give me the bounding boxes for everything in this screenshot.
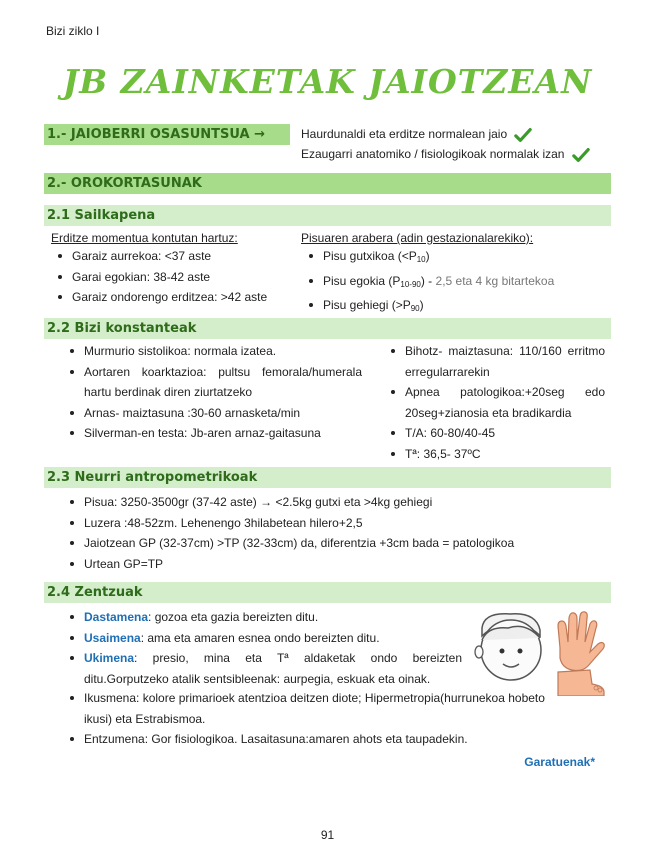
check-icon (572, 146, 590, 164)
child-face-icon (475, 614, 541, 680)
list-item: Pisu gehiegi $(>P_{90})$ (301, 295, 601, 320)
list-item: Murmurio sistolikoa: normala izatea. (62, 341, 362, 362)
list-item: Ikusmena: kolore primarioek atentzioa deitzen diote; Hipermetropia(hurrunekoa hobeto ikusi) eta Estrabismoa. (62, 688, 547, 729)
list-item: Luzera :48-52zm. Lehenengo 3hilabetean hilero+2,5 (62, 513, 607, 534)
subsection-2-3-heading: 2.3 Neurri antropometrikoak (44, 467, 611, 488)
list-item: Urtean GP=TP (62, 554, 607, 575)
classification-left-subheading: Erditze momentua kontutan hartuz: (51, 231, 238, 245)
list-item: Tª: 36,5- 37ºC (383, 444, 605, 465)
brand-mark: Garatuenak* (524, 755, 595, 769)
list-item: Pisu gutxikoa $(<P_{10})$ (301, 246, 601, 271)
foot-icon (558, 670, 604, 696)
list-item: Silverman-en testa: Jb-aren arnaz-gaitasuna (62, 423, 362, 444)
list-item: Garaiz aurrekoa: <37 aste (50, 246, 300, 267)
subsection-2-4-heading: 2.4 Zentzuak (44, 582, 611, 603)
list-item: Bihotz- maiztasuna: 110/160 erritmo erregularrarekin (383, 341, 605, 382)
senses-list-b (62, 688, 547, 750)
list-item: T/A: 60-80/40-45 (383, 423, 605, 444)
section-2-heading: 2.- OROKORTASUNAK (44, 173, 611, 194)
list-item: Pisu egokia $(P_{10-90}) - 2,5$ eta 4 kg bitartekoa (301, 271, 601, 296)
list-item: Dastamena: gozoa eta gazia bereizten ditu. (62, 607, 462, 628)
page-number: 91 (320, 828, 335, 842)
list-item: Aortaren koarktazioa: pultsu femorala/humerala hartu berdinak diren ziurtatzeko (62, 362, 362, 403)
classification-right-list (301, 246, 601, 320)
hand-icon (558, 612, 604, 671)
classification-left-list (50, 246, 300, 308)
list-item: Usaimena: ama eta amaren esnea ondo bereizten ditu. (62, 628, 462, 649)
list-item: Garai egokian: 38-42 aste (50, 267, 300, 288)
list-item: Arnas- maiztasuna :30-60 arnasketa/min (62, 403, 362, 424)
page-title: JB ZAINKETAK JAIOTZEAN (62, 62, 593, 101)
list-item: Entzumena: Gor fisiologikoa. Lasaitasuna:amaren ahots eta taupadekin. (62, 729, 547, 750)
list-item: Garaiz ondorengo erditzea: >42 aste (50, 287, 300, 308)
child-face-hand-foot-illustration (474, 608, 606, 696)
check-icon (514, 126, 532, 144)
subsection-2-1-heading: 2.1 Sailkapena (44, 205, 611, 226)
subsection-2-2-heading: 2.2 Bizi konstanteak (44, 318, 611, 339)
classification-right-subheading: Pisuaren arabera (adin gestazionalarekiko): (301, 231, 534, 245)
running-header: Bizi ziklo I (46, 24, 100, 38)
list-item: Ukimena: presio, mina eta Tª aldaketak ondo bereizten ditu.Gorputzeko atalik sentsibleenak: aurpegia, eskuak eta oinak. (62, 648, 462, 689)
list-item: Jaiotzean GP (32-37cm) >TP (32-33cm) da, diferentzia +3cm bada = patologikoa (62, 533, 607, 554)
anthropometric-list (62, 492, 607, 574)
senses-list-a (62, 607, 462, 689)
section-1-heading: 1.- JAIOBERRI OSASUNTSUA → (44, 124, 290, 145)
list-item: Apnea patologikoa:+20seg edo 20seg+zianosia eta bradikardia (383, 382, 605, 423)
section-1-line-2: Ezaugarri anatomiko / fisiologikoak normalak izan (301, 146, 590, 164)
vital-signs-left-list (62, 341, 362, 444)
section-1-line-1: Haurdunaldi eta erditze normalean jaio (301, 126, 532, 144)
list-item: Pisua: 3250-3500gr (37-42 aste) → <2.5kg gutxi eta >4kg gehiegi (62, 492, 607, 513)
vital-signs-right-list (383, 341, 605, 464)
